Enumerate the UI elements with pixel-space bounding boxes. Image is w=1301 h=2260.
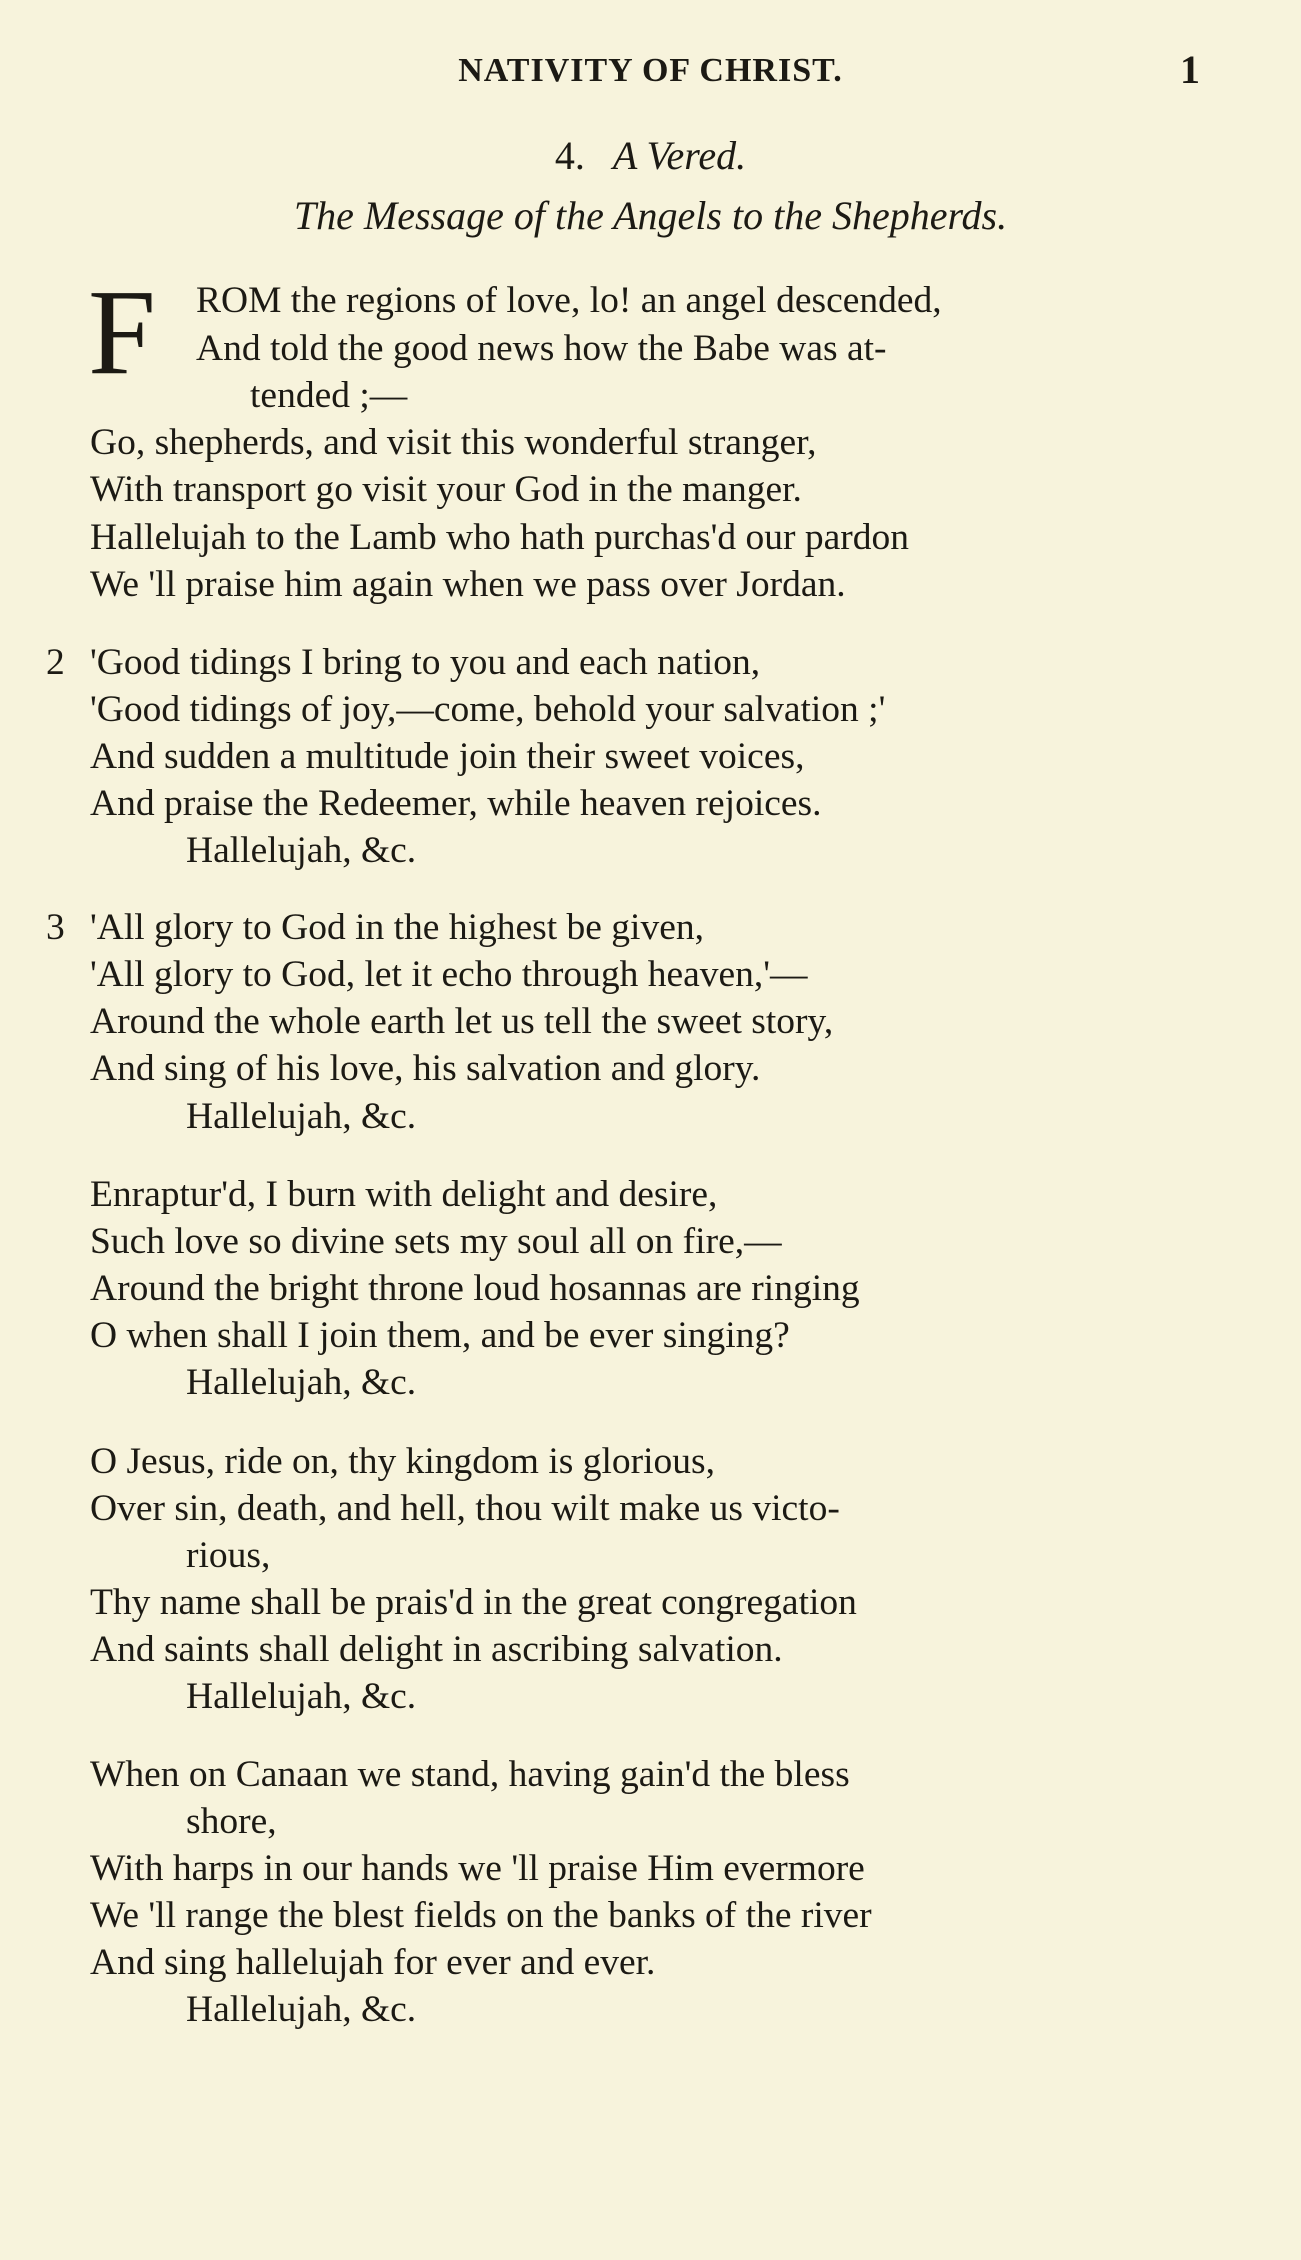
verse-line: Enraptur'd, I burn with delight and desire, <box>90 1174 718 1215</box>
verse-line: And praise the Redeemer, while heaven rejoices. <box>90 783 822 824</box>
verse-line: We 'll praise him again when we pass over Jordan. <box>90 564 846 605</box>
verse-line: O when shall I join them, and be ever singing? <box>90 1315 790 1356</box>
verse-line: When on Canaan we stand, having gain'd the bless <box>90 1754 850 1795</box>
verse-line: O Jesus, ride on, thy kingdom is glorious, <box>90 1441 715 1482</box>
verse-line: Hallelujah to the Lamb who hath purchas'd our pardon <box>90 517 910 558</box>
refrain-line: Hallelujah, &c. <box>186 830 417 871</box>
verse-line: Such love so divine sets my soul all on fire,— <box>90 1221 782 1262</box>
refrain-line: Hallelujah, &c. <box>186 1096 417 1137</box>
verse-line: And sing hallelujah for ever and ever. <box>90 1942 656 1983</box>
verse-line: Over sin, death, and hell, thou wilt make us victo- <box>90 1488 840 1529</box>
verse-line: With harps in our hands we 'll praise Him evermore <box>90 1848 865 1889</box>
verse-line: Thy name shall be prais'd in the great congregation <box>90 1582 857 1623</box>
refrain-line: Hallelujah, &c. <box>186 1989 417 2030</box>
verse-line: 'Good tidings of joy,—come, behold your salvation ;' <box>90 689 886 730</box>
drop-cap: F <box>88 265 156 400</box>
hymn-tune-tag: A Vered. <box>612 133 747 178</box>
running-title: NATIVITY OF CHRIST. <box>458 52 843 89</box>
refrain-line: Hallelujah, &c. <box>186 1362 417 1403</box>
verse-line: And sudden a multitude join their sweet voices, <box>90 736 805 777</box>
page-number: 1 <box>1180 47 1200 92</box>
hymn-heading <box>0 132 1301 179</box>
hymn-title: The Message of the Angels to the Shepherds. <box>293 193 1008 238</box>
verse-line: 'All glory to God, let it echo through heaven,'— <box>90 954 808 995</box>
verse-line: ROM the regions of love, lo! an angel descended, <box>196 280 942 321</box>
verse-line: And told the good news how the Babe was at- <box>196 328 887 369</box>
verse-line: Go, shepherds, and visit this wonderful stranger, <box>90 422 817 463</box>
verse-line: tended ;— <box>250 375 408 416</box>
refrain-line: Hallelujah, &c. <box>186 1676 417 1717</box>
verse-line: rious, <box>186 1535 271 1576</box>
verse-line: 'All glory to God in the highest be given, <box>90 907 704 948</box>
verse-line: 'Good tidings I bring to you and each nation, <box>90 642 761 683</box>
hymn-number: 4. <box>554 133 585 178</box>
verse-line: With transport go visit your God in the manger. <box>90 469 802 510</box>
stanza-number: 3 <box>46 907 65 948</box>
verse-line: We 'll range the blest fields on the banks of the river <box>90 1895 872 1936</box>
verse-line: Around the bright throne loud hosannas are ringing <box>90 1268 860 1309</box>
verse-line: shore, <box>186 1801 277 1842</box>
stanza-number: 2 <box>46 642 65 683</box>
verse-line: And saints shall delight in ascribing salvation. <box>90 1629 783 1670</box>
verse-line: Around the whole earth let us tell the sweet story, <box>90 1001 834 1042</box>
verse-line: And sing of his love, his salvation and glory. <box>90 1048 761 1089</box>
